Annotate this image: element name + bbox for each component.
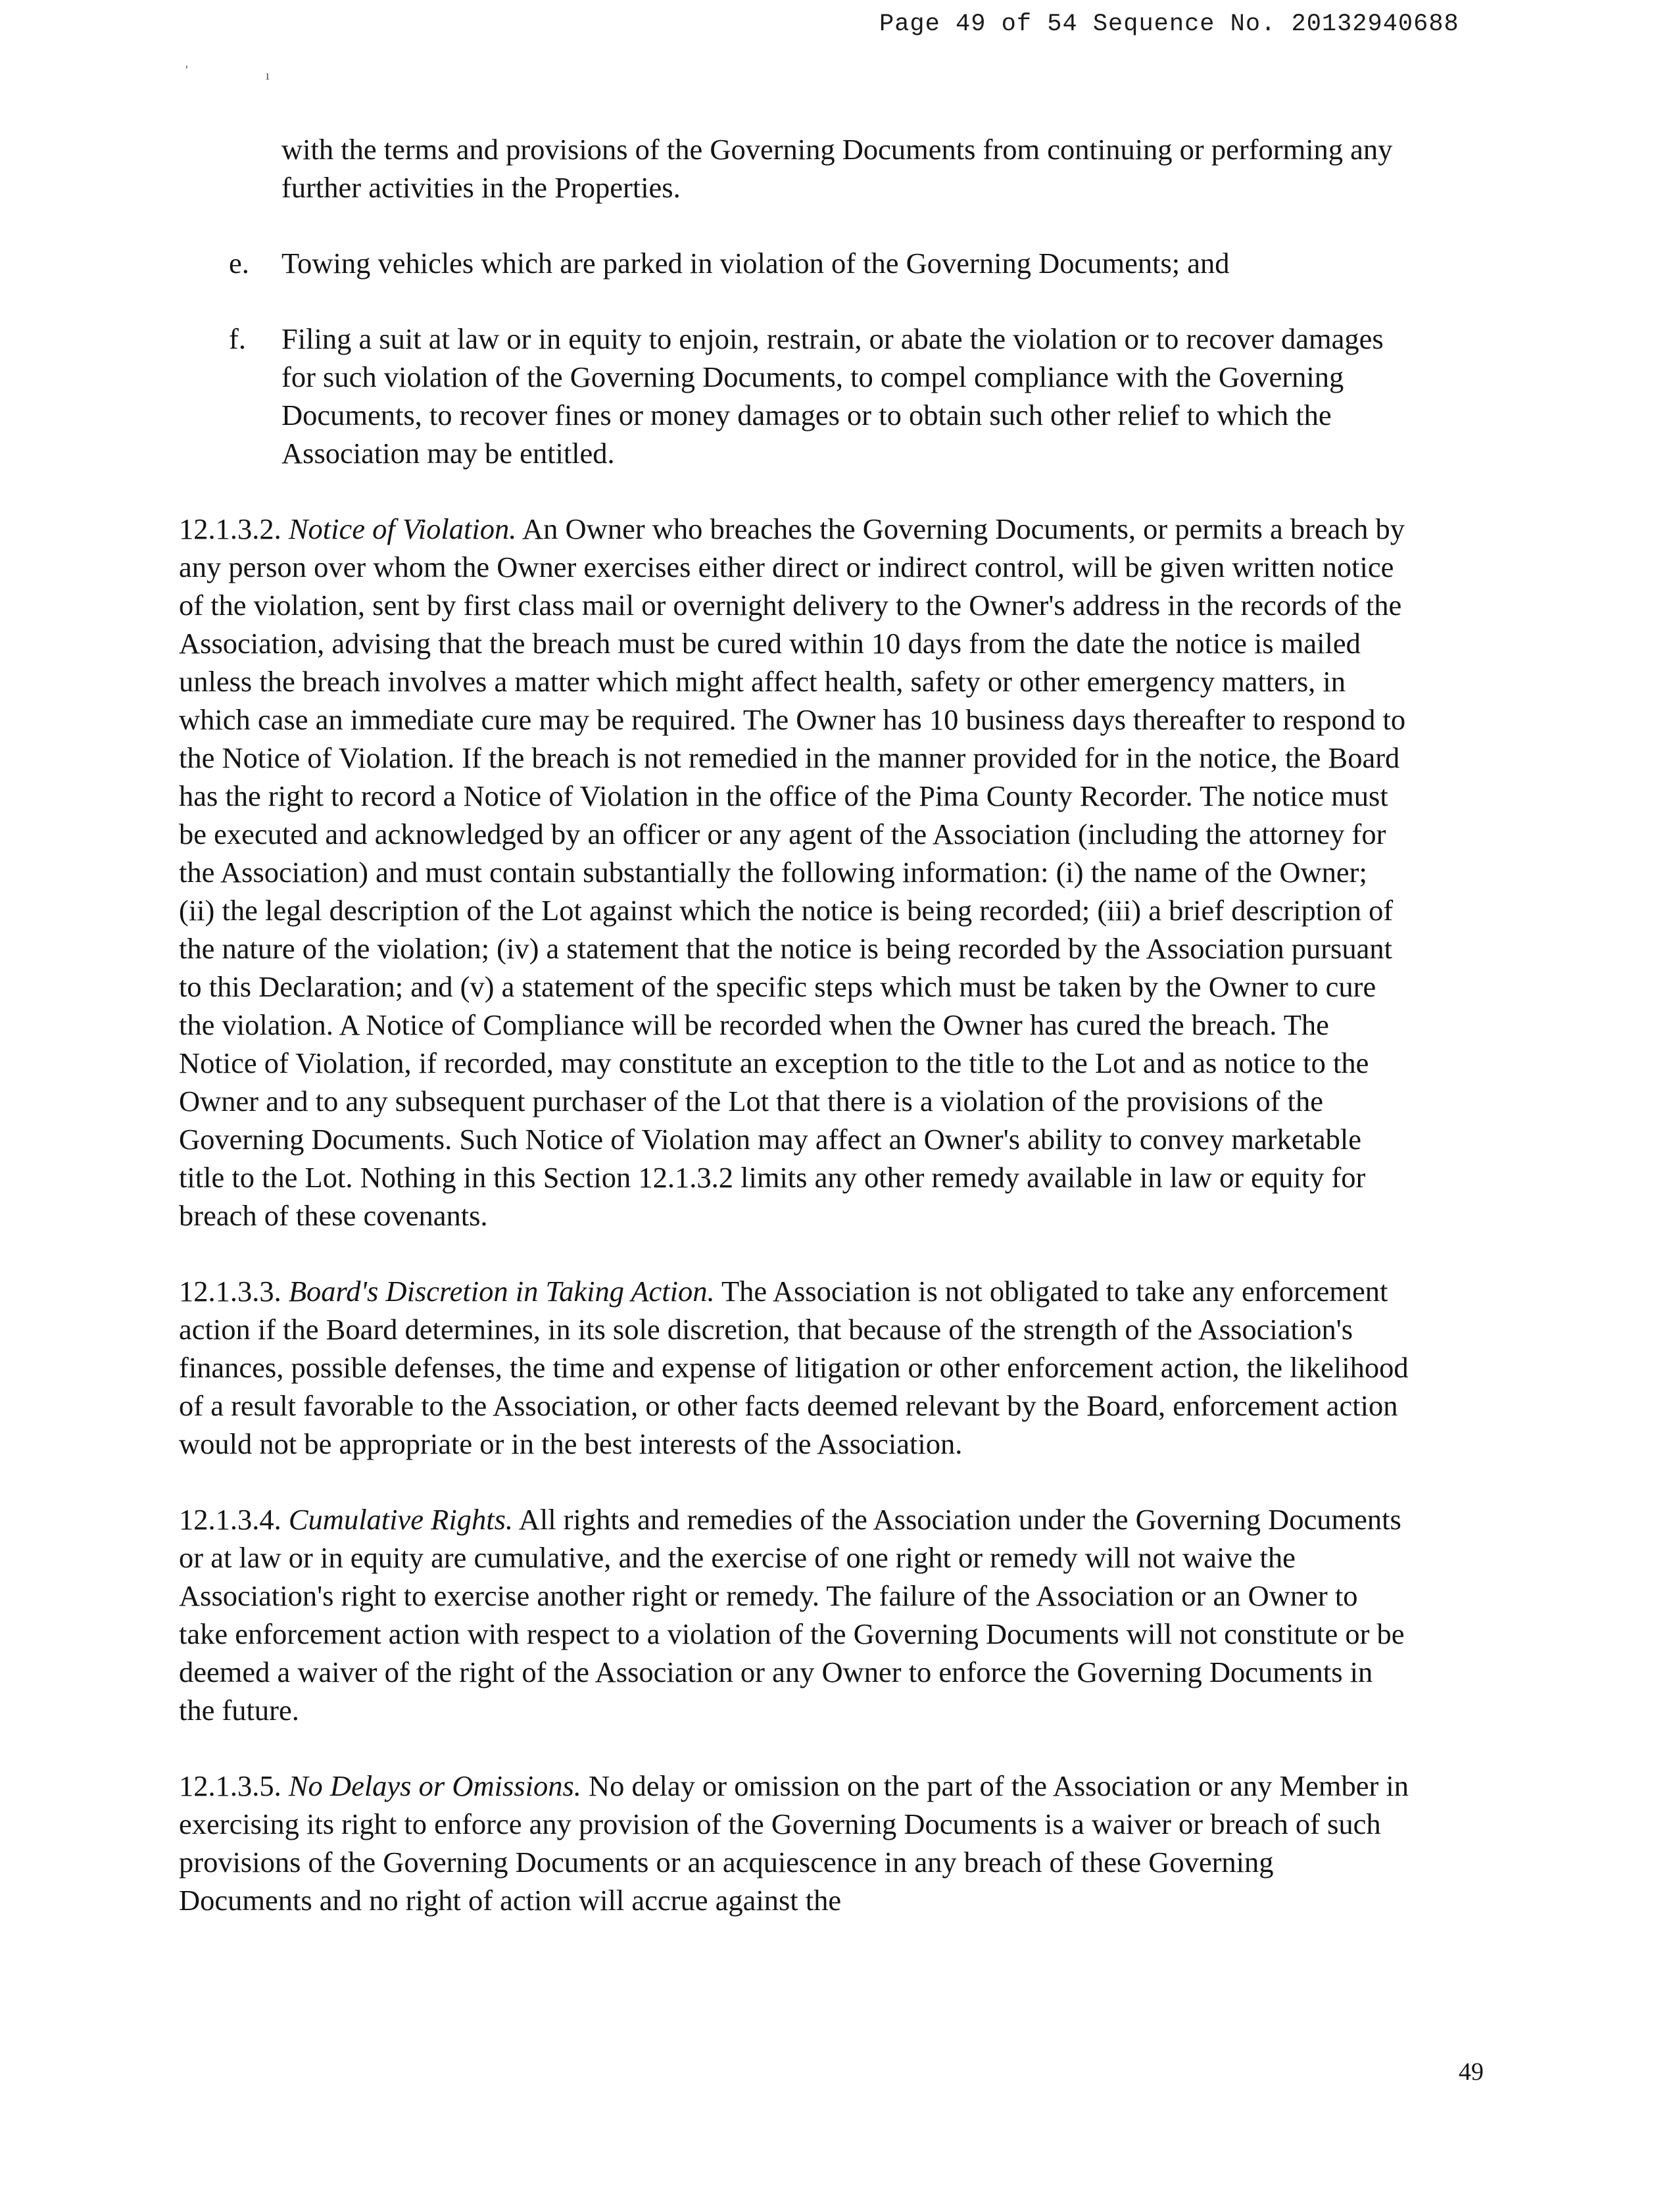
scan-speck: ' bbox=[185, 63, 188, 78]
section-number: 12.1.3.2. bbox=[179, 512, 281, 545]
list-item-e bbox=[179, 244, 1410, 282]
section-12-1-3-4 bbox=[179, 1500, 1410, 1729]
section-body: All rights and remedies of the Association under the Governing Documents or at law or in equity are cumulative, and the exercise of one right or remedy will not waive the Association's right to exercise another right or remedy. The failure of the Association or an Owner to take enforcement action with respect to a violation of the Governing Documents will not constitute or be deemed a waiver of the right of the Association or any Owner to enforce the Governing Documents in the future. bbox=[179, 1503, 1405, 1727]
list-item-text: Towing vehicles which are parked in violation of the Governing Documents; and bbox=[281, 247, 1230, 280]
section-title: Cumulative Rights. bbox=[288, 1503, 514, 1536]
scan-speck: ı bbox=[266, 68, 270, 83]
list-item-f bbox=[179, 320, 1410, 472]
section-12-1-3-5 bbox=[179, 1767, 1410, 1919]
list-marker: f. bbox=[229, 322, 246, 355]
list-item-text: Filing a suit at law or in equity to enjoin, restrain, or abate the violation or to recover damages for such violation of the Governing Documents, to compel compliance with the Governing Documents, to recover fines or money damages or to obtain such other relief to which the Association may be entitled. bbox=[281, 322, 1384, 470]
list-marker: e. bbox=[229, 247, 249, 280]
section-12-1-3-2 bbox=[179, 510, 1410, 1235]
section-number: 12.1.3.5. bbox=[179, 1769, 281, 1802]
page-number: 49 bbox=[1459, 2058, 1484, 2086]
document-body bbox=[179, 130, 1410, 1957]
continuation-paragraph: with the terms and provisions of the Governing Documents from continuing or performing any further activities in the Properties. bbox=[281, 133, 1393, 204]
section-12-1-3-3 bbox=[179, 1272, 1410, 1463]
section-body: An Owner who breaches the Governing Documents, or permits a breach by any person over whom the Owner exercises either direct or indirect control, will be given written notice of the violation, sent by first class mail or overnight delivery to the Owner's address in the records of the Association, advising that the breach must be cured within 10 days from the date the notice is mailed unless the breach involves a matter which might affect health, safety or other emergency matters, in which case an immediate cure may be required. The Owner has 10 business days thereafter to respond to the Notice of Violation. If the breach is not remedied in the manner provided for in the notice, the Board has the right to record a Notice of Violation in the office of the Pima County Recorder. The notice must be executed and acknowledged by an officer or any agent of the Association (including the attorney for the Association) and must contain substantially the following information: (i) the name of the Owner; (ii) the legal description of the Lot against which the notice is being recorded; (iii) a brief description of the nature of the violation; (iv) a statement that the notice is being recorded by the Association pursuant to this Declaration; and (v) a statement of the specific steps which must be taken by the Owner to cure the violation. A Notice of Compliance will be recorded when the Owner has cured the breach. The Notice of Violation, if recorded, may constitute an exception to the title to the Lot and as notice to the Owner and to any subsequent purchaser of the Lot that there is a violation of the provisions of the Governing Documents. Such Notice of Violation may affect an Owner's ability to convey marketable title to the Lot. Nothing in this Section 12.1.3.2 limits any other remedy available in law or equity for breach of these covenants. bbox=[179, 512, 1406, 1232]
section-body: The Association is not obligated to take any enforcement action if the Board determines, in its sole discretion, that because of the strength of the Association's finances, possible defenses, the time and expense of litigation or other enforcement action, the likelihood of a result favorable to the Association, or other facts deemed relevant by the Board, enforcement action would not be appropriate or in the best interests of the Association. bbox=[179, 1275, 1409, 1460]
section-title: Notice of Violation. bbox=[288, 512, 517, 545]
section-number: 12.1.3.4. bbox=[179, 1503, 281, 1536]
section-body: No delay or omission on the part of the Association or any Member in exercising its right to enforce any provision of the Governing Documents is a waiver or breach of such provisions of the Governing Documents or an acquiescence in any breach of these Governing Documents and no right of action will accrue against the bbox=[179, 1769, 1409, 1917]
section-title: Board's Discretion in Taking Action. bbox=[288, 1275, 715, 1308]
section-title: No Delays or Omissions. bbox=[288, 1769, 581, 1802]
page-sequence-header: Page 49 of 54 Sequence No. 20132940688 bbox=[879, 11, 1459, 38]
section-number: 12.1.3.3. bbox=[179, 1275, 281, 1308]
